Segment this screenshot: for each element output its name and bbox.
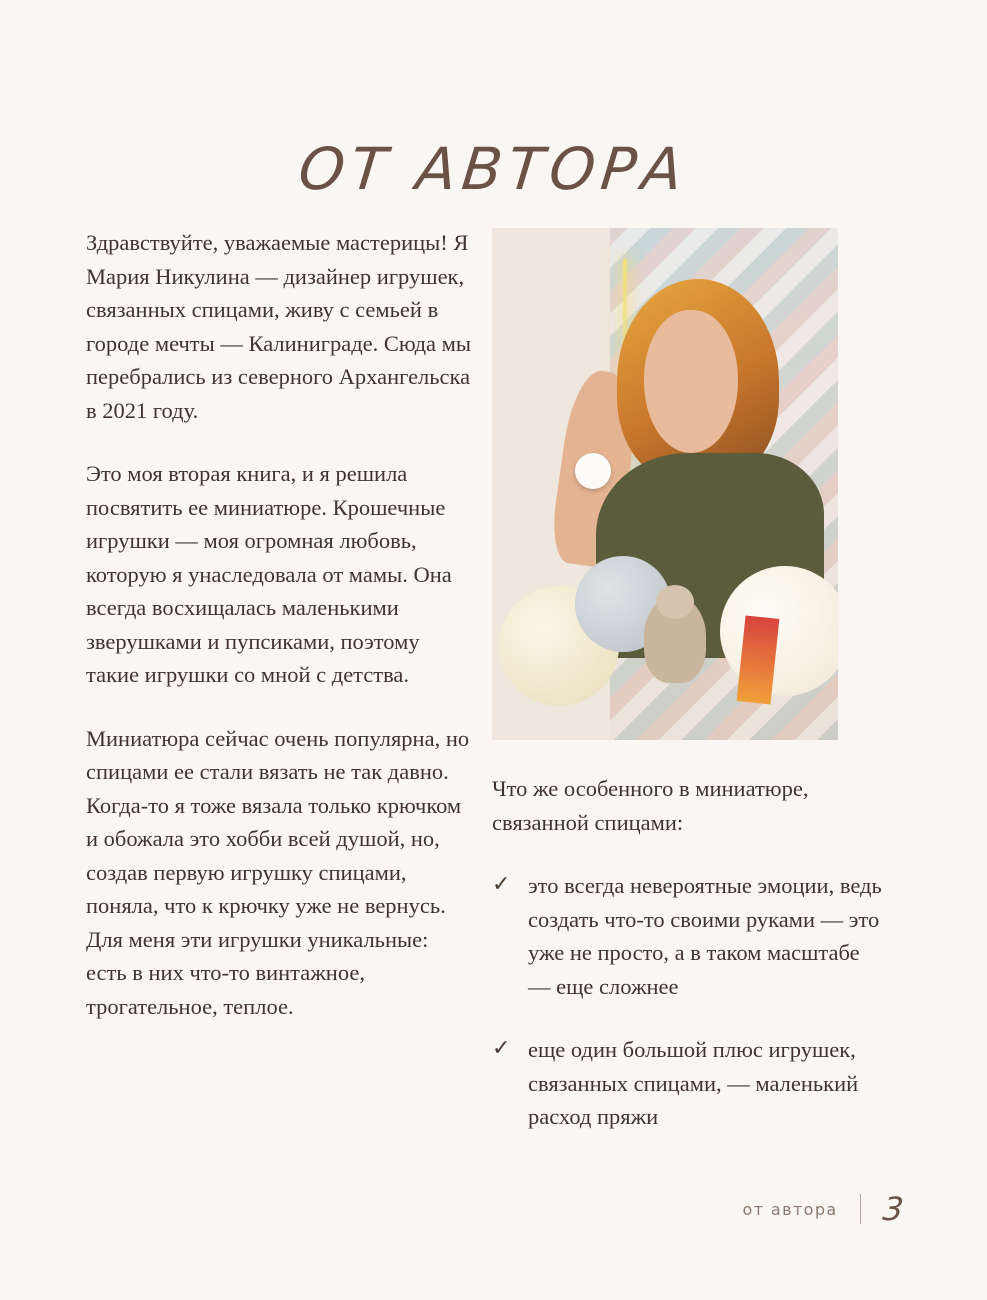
checklist-intro: Что же особенного в миниатюре, связанной спицами: [492, 776, 809, 835]
photo-face [644, 310, 737, 453]
author-photo [492, 228, 838, 740]
check-icon: ✓ [492, 872, 511, 897]
footer-divider [860, 1194, 861, 1224]
paragraph-miniature: Миниатюра сейчас очень популярна, но спицами ее стали вязать не так давно. Когда-то я тоже вязала только крючком и обожала это хобби всей душой, но, создав первую игрушку спицами, поняла, что к крючку уже не вернусь. Для меня эти игрушки уникальные: есть в них что-то винтажное, трогательное, теплое. [86, 725, 470, 1019]
photo-knitted-bear [644, 597, 706, 683]
paragraph-second-book: Это моя вторая книга, и я решила посвятить ее миниатюре. Крошечные игрушки — моя огромная любовь, которую я унаследовала от мамы. Она всегда восхищалась маленькими зверушками и пупсиками, поэтому такие игрушки со мной с детства. [86, 461, 452, 687]
benefits-list [492, 869, 884, 1134]
right-text-column [492, 772, 884, 1134]
photo-yarn-skein-white [720, 566, 838, 696]
check-icon: ✓ [492, 1036, 511, 1061]
page-number: 3 [880, 1190, 905, 1228]
list-item-label: еще один большой плюс игрушек, связанных спицами, — маленький расход пряжи [528, 1037, 859, 1129]
left-text-column [86, 226, 474, 1023]
list-item-label: это всегда невероятные эмоции, ведь создать что-то своими руками — это уже не просто, а в таком масштабе — еще сложнее [528, 873, 882, 999]
paragraph-intro: Здравствуйте, уважаемые мастерицы! Я Мария Никулина — дизайнер игрушек, связанных спицами, живу с семьей в городе мечты — Калиниграде. Сюда мы перебрались из северного Архангельска в 2021 году. [86, 230, 471, 423]
page-title: ОТ АВТОРА [295, 134, 692, 203]
footer-section-label: от автора [742, 1199, 838, 1219]
author-photo-block [492, 228, 838, 740]
list-item [492, 869, 884, 1003]
list-item [492, 1033, 884, 1134]
page-footer [743, 1190, 903, 1228]
